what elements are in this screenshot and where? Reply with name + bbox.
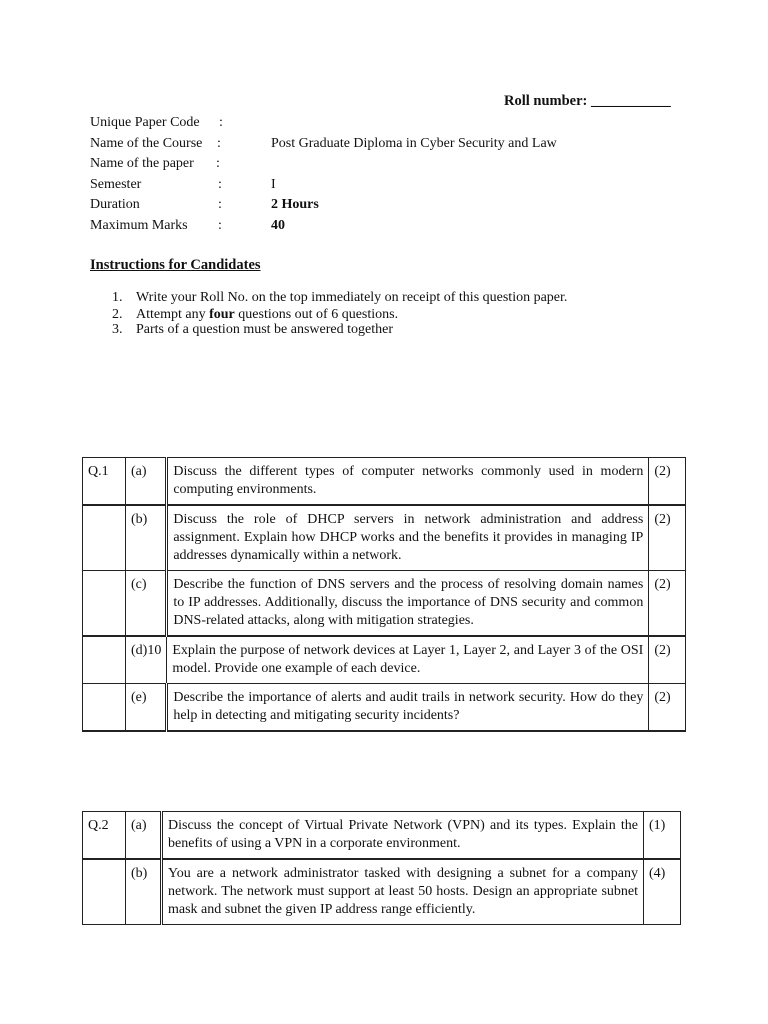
meta-colon: : (218, 197, 222, 212)
question-text: Discuss the concept of Virtual Private Network (VPN) and its types. Explain the benefits of using a VPN in a corporate environment. (162, 812, 644, 860)
part-label: (a) (126, 458, 167, 506)
question-text: Describe the importance of alerts and audit trails in network security. How do they help in detecting and mitigating security incidents? (167, 684, 649, 732)
instruction-text-part: questions out of 6 questions. (234, 307, 399, 322)
part-label: (b) (126, 505, 167, 571)
question-marks: (2) (649, 505, 686, 571)
instruction-number: 3. (112, 322, 123, 337)
instruction-text-part: Parts of a question must be answered together (136, 322, 393, 337)
question-marks: (2) (649, 458, 686, 506)
part-label: (a) (126, 812, 162, 860)
question-number: Q.1 (83, 458, 126, 506)
question-marks: (2) (649, 571, 686, 637)
meta-value: I (271, 176, 276, 192)
meta-value: Post Graduate Diploma in Cyber Security and Law (271, 135, 557, 151)
question-table-q2 (82, 811, 681, 925)
meta-colon: : (218, 176, 222, 192)
question-text: Discuss the different types of computer networks commonly used in modern computing environments. (167, 458, 649, 506)
question-number-empty (83, 684, 126, 732)
part-label: (e) (126, 684, 167, 732)
instruction-text (136, 289, 567, 307)
instruction-text-part: Attempt any (136, 307, 210, 322)
question-table-q1 (82, 457, 686, 732)
instruction-text-part: Write your Roll No. on the top immediately on receipt of this question paper. (136, 290, 568, 305)
instruction-emphasis: four (209, 307, 235, 322)
instructions-heading: Instructions for Candidates (90, 257, 261, 273)
question-text: Describe the function of DNS servers and the process of resolving domain names to IP addresses. Additionally, discuss the importance of DNS security and common DNS-related attacks, along with mitigation strategies. (167, 571, 649, 637)
instruction-number: 2. (112, 307, 123, 322)
meta-value: 40 (271, 217, 285, 233)
question-row (83, 458, 686, 506)
question-text: Explain the purpose of network devices at Layer 1, Layer 2, and Layer 3 of the OSI model. Provide one example of each device. (167, 636, 649, 684)
question-marks: (2) (649, 684, 686, 732)
meta-label: Name of the paper (90, 156, 194, 171)
question-number-empty (83, 571, 126, 637)
part-label: (c) (126, 571, 167, 637)
question-marks: (4) (644, 859, 681, 925)
question-marks: (2) (649, 636, 686, 684)
instruction-text (136, 321, 393, 339)
question-row (83, 636, 686, 684)
question-row (83, 571, 686, 637)
part-label: (d)10 (126, 636, 167, 684)
meta-colon: : (216, 156, 220, 171)
question-number-empty (83, 636, 126, 684)
question-text: Discuss the role of DHCP servers in network administration and address assignment. Explain how DHCP works and the benefits it provides in managing IP addresses dynamically within a network. (167, 505, 649, 571)
part-label: (b) (126, 859, 162, 925)
meta-label: Name of the Course (90, 135, 203, 151)
meta-colon: : (217, 135, 221, 151)
meta-label: Duration (90, 197, 140, 212)
question-number: Q.2 (83, 812, 126, 860)
meta-colon: : (218, 217, 222, 233)
meta-label: Semester (90, 176, 142, 192)
meta-colon: : (219, 115, 223, 130)
question-row (83, 684, 686, 732)
question-number-empty (83, 859, 126, 925)
roll-number-field: Roll number: ___________ (504, 93, 671, 109)
question-row (83, 859, 681, 925)
question-row (83, 812, 681, 860)
meta-value: 2 Hours (271, 197, 319, 212)
instruction-number: 1. (112, 290, 123, 305)
meta-label: Unique Paper Code (90, 115, 200, 130)
question-row (83, 505, 686, 571)
question-text: You are a network administrator tasked with designing a subnet for a company network. The network must support at least 50 hosts. Design an appropriate subnet mask and subnet the given IP address range efficiently. (162, 859, 644, 925)
meta-label: Maximum Marks (90, 217, 188, 233)
question-marks: (1) (644, 812, 681, 860)
question-number-empty (83, 505, 126, 571)
